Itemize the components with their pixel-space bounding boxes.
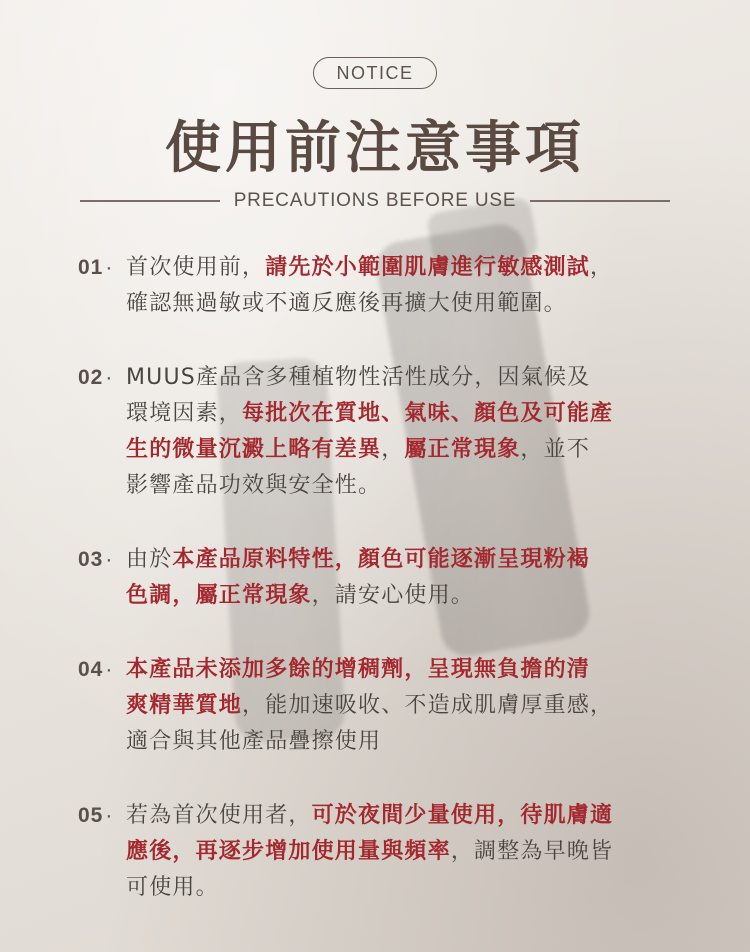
item-line bbox=[126, 688, 678, 724]
item-number: 02· bbox=[78, 366, 114, 389]
precaution-item bbox=[78, 652, 678, 760]
highlighted-text: 色調，屬正常現象 bbox=[126, 583, 312, 608]
page-title: 使用前注意事項 bbox=[165, 115, 585, 181]
highlighted-text: 生的微量沉澱上略有差異 bbox=[126, 437, 382, 462]
highlighted-text: 本產品原料特性，顏色可能逐漸呈現粉褐 bbox=[172, 547, 591, 572]
body-text: ， bbox=[590, 255, 614, 280]
body-text: MUUS產品含多種植物性活性成分，因氣候及 bbox=[126, 365, 591, 390]
precaution-item bbox=[78, 360, 678, 504]
body-text: 若為首次使用者， bbox=[126, 803, 312, 828]
body-text: ，調整為早晚皆 bbox=[450, 839, 614, 864]
highlighted-text: 爽精華質地 bbox=[126, 693, 243, 718]
item-line bbox=[126, 870, 678, 906]
item-line bbox=[126, 286, 678, 322]
item-text bbox=[126, 542, 678, 614]
body-text: ，請安心使用。 bbox=[311, 583, 475, 608]
highlighted-text: 本產品未添加多餘的增稠劑，呈現無負擔的清 bbox=[126, 657, 591, 682]
item-line bbox=[126, 652, 678, 688]
body-text: ，能加速吸收、不造成肌膚厚重感， bbox=[242, 693, 614, 718]
page-subtitle: PRECAUTIONS BEFORE USE bbox=[233, 190, 517, 211]
item-line bbox=[126, 468, 678, 504]
item-text bbox=[126, 360, 678, 504]
item-text bbox=[126, 798, 678, 906]
item-number: 05· bbox=[78, 804, 114, 827]
body-text: 影響產品功效與安全性。 bbox=[126, 473, 382, 498]
precaution-list bbox=[78, 250, 678, 906]
item-line bbox=[126, 542, 678, 578]
body-text: 環境因素， bbox=[126, 401, 243, 426]
subtitle-row bbox=[80, 186, 670, 216]
item-number: 03· bbox=[78, 548, 114, 571]
item-text bbox=[126, 250, 678, 322]
item-line bbox=[126, 578, 678, 614]
divider-left bbox=[80, 200, 220, 201]
highlighted-text: 應後，再逐步增加使用量與頻率 bbox=[126, 839, 451, 864]
item-line bbox=[126, 798, 678, 834]
item-line bbox=[126, 724, 678, 760]
item-number: 04· bbox=[78, 658, 114, 681]
highlighted-text: 每批次在質地、氣味、顏色及可能產 bbox=[242, 401, 614, 426]
body-text: 適合與其他產品疊擦使用 bbox=[126, 729, 382, 754]
highlighted-text: 可於夜間少量使用，待肌膚適 bbox=[311, 803, 614, 828]
precaution-item bbox=[78, 250, 678, 322]
item-line bbox=[126, 834, 678, 870]
item-line bbox=[126, 250, 678, 286]
precaution-item bbox=[78, 798, 678, 906]
item-line bbox=[126, 396, 678, 432]
body-text: 由於 bbox=[126, 547, 173, 572]
body-text: 首次使用前， bbox=[126, 255, 266, 280]
highlighted-text: 請先於小範圍肌膚進行敏感測試 bbox=[265, 255, 591, 280]
body-text: 可使用。 bbox=[126, 875, 219, 900]
item-number: 01· bbox=[78, 256, 114, 279]
body-text: 確認無過敏或不適反應後再擴大使用範圍。 bbox=[126, 291, 567, 316]
precaution-item bbox=[78, 542, 678, 614]
body-text: ，並不 bbox=[520, 437, 591, 462]
body-text: ， bbox=[381, 437, 405, 462]
divider-right bbox=[530, 200, 670, 201]
item-line bbox=[126, 360, 678, 396]
notice-badge: NOTICE bbox=[313, 57, 437, 89]
item-line bbox=[126, 432, 678, 468]
highlighted-text: 屬正常現象 bbox=[404, 437, 521, 462]
item-text bbox=[126, 652, 678, 760]
